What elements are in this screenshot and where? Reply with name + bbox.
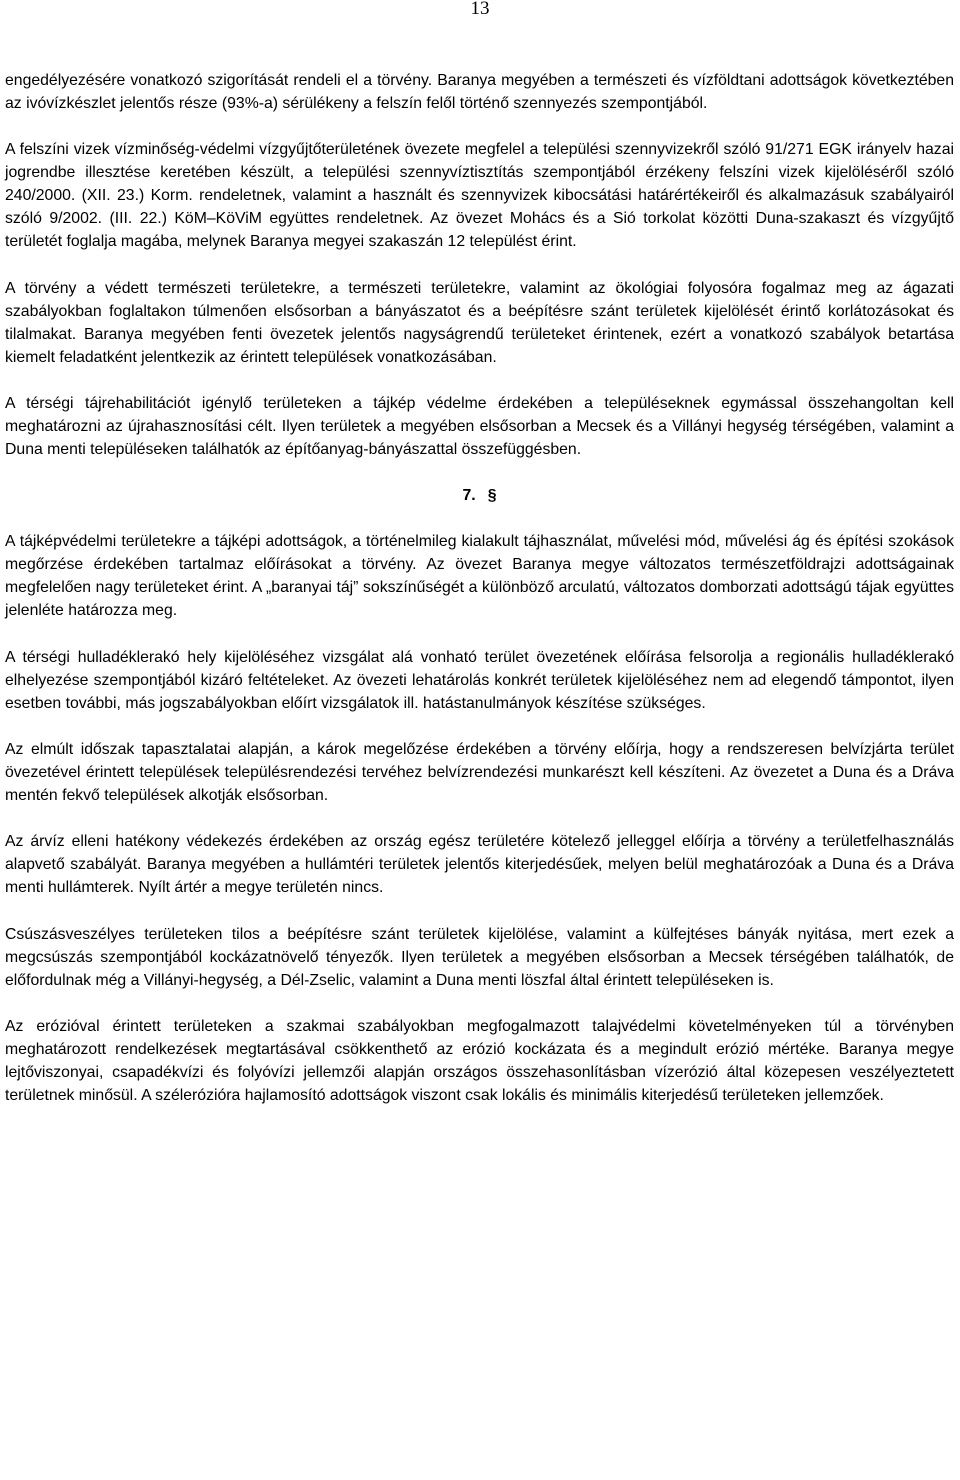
section-heading bbox=[5, 484, 954, 507]
paragraph-felszini-vizek: A felszíni vizek vízminőség-védelmi vízgyűjtőterületének övezete megfelel a települési szennyvizekről szóló 91/271 EGK irányelv hazai jogrendbe illesztése keretében készült, a települési szennyvíztisztítás szempontjából érzékeny felszíni vizek kijelöléséről szóló 240/2000. (XII. 23.) Korm. rendeletnek, valamint a használt és szennyvizek kibocsátási határértékeiről és alkalmazásuk szabályairól szóló 9/2002. (III. 22.) KöM–KöViM együttes rendeletnek. Az övezet Mohács és a Sió torkolat közötti Duna-szakaszt és vízgyűjtő területét foglalja magába, melynek Baranya megyei szakaszán 12 települést érint. bbox=[5, 141, 954, 251]
paragraph-csuszasveszely: Csúszásveszélyes területeken tilos a beépítésre szánt területek kijelölése, valamint a külfejtéses bányák nyitása, mert ezek a megcsúszás szempontjából kockázatnövelő tényezők. Ilyen területek a megyében elsősorban a Mecsek térségében találhatók, de előfordulnak még a Villányi-hegység, a Dél-Zselic, valamint a Duna menti löszfal által érintett településeken is. bbox=[5, 925, 954, 989]
paragraph-hulladeklerako: A térségi hulladéklerakó hely kijelöléséhez vizsgálat alá vonható terület övezetének előírása felsorolja a regionális hulladéklerakó elhelyezése szempontjából kizáró feltételeket. Az övezeti lehatárolás konkrét területek kijelöléséhez nem ad elegendő támpontot, ilyen esetben további, más jogszabályokban előírt vizsgálatok ill. hatástanulmányok készítése szükséges. bbox=[5, 648, 954, 712]
paragraph-arviz: Az árvíz elleni hatékony védekezés érdekében az ország egész területére kötelező jelleggel előírja a törvény a területfelhasználás alapvető szabályát. Baranya megyében a hullámtéri területek jelentős kiterjedésűek, melyen belül meghatározóak a Duna és a Dráva menti hullámterek. Nyílt ártér a megye területén nincs. bbox=[5, 833, 954, 897]
document-body bbox=[5, 69, 954, 1130]
paragraph-belviz: Az elmúlt időszak tapasztalatai alapján, a károk megelőzése érdekében a törvény előírja, hogy a rendszeresen belvízjárta terület övezetével érintett települések településrendezési tervéhez belvízrendezési munkarészt kell készíteni. Az övezetet a Duna és a Dráva mentén fekvő települések alkotják elsősorban. bbox=[5, 741, 954, 805]
paragraph-vedett-teruletek: A törvény a védett természeti területekre, a természeti területekre, valamint az ökológiai folyosóra fogalmaz meg az ágazati szabályokban foglaltakon túlmenően elsősorban a bányászatot és a beépítésre szánt területek kijelölését érintő korlátozásokat és tilalmakat. Baranya megyében fenti övezetek jelentős nagyságrendű területeket érintenek, ezért a vonatkozó szabályok betartása kiemelt feladatként jelentkezik az érintett települések vonatkozásában. bbox=[5, 279, 954, 366]
paragraph-erozio: Az erózióval érintett területeken a szakmai szabályokban megfogalmazott talajvédelmi követelményeken túl a törvényben meghatározott rendelkezések megtartásával csökkenthető az erózió kockázata és a megindult erózió mértéke. Baranya megye lejtőviszonyai, csapadékvízi és folyóvízi jellemzői alapján országos összehasonlításban vízerózió által közepesen veszélyeztetett területnek minősül. A szélerózióra hajlamosító adottságok viszont csak lokális és minimális kiterjedésű területeken jellemzőek. bbox=[5, 1017, 954, 1104]
section-number: 7. bbox=[462, 487, 476, 505]
section-symbol: § bbox=[487, 487, 497, 505]
paragraph-tajkepvedelem: A tájképvédelmi területekre a tájképi adottságok, a történelmileg kialakult tájhasználat, művelési mód, művelési ág és építési szokások megőrzése érdekében tartalmaz előírásokat a törvény. Az övezet Baranya megye változatos természetföldrajzi adottságainak megfelelően nagy területeket érint. A „baranyai táj” sokszínűségét a különböző arculatú, változatos domborzati adottságú tájak együttes jelenléte határozza meg. bbox=[5, 533, 954, 620]
paragraph-tajrehabilitacio: A térségi tájrehabilitációt igénylő területeken a tájkép védelme érdekében a településeknek egymással összehangoltan kell meghatározni az újrahasznosítási célt. Ilyen területek a megyében elsősorban a Mecsek és a Villányi hegység térségében, valamint a Duna menti településeken találhatók az építőanyag-bányászattal összefüggésben. bbox=[5, 394, 954, 458]
page-number: 13 bbox=[470, 0, 490, 19]
paragraph-ivovizkeszlet: engedélyezésére vonatkozó szigorítását rendeli el a törvény. Baranya megyében a természeti és vízföldtani adottságok következtében az ivóvízkészlet jelentős része (93%-a) sérülékeny a felszín felől történő szennyezés szempontjából. bbox=[5, 72, 954, 112]
